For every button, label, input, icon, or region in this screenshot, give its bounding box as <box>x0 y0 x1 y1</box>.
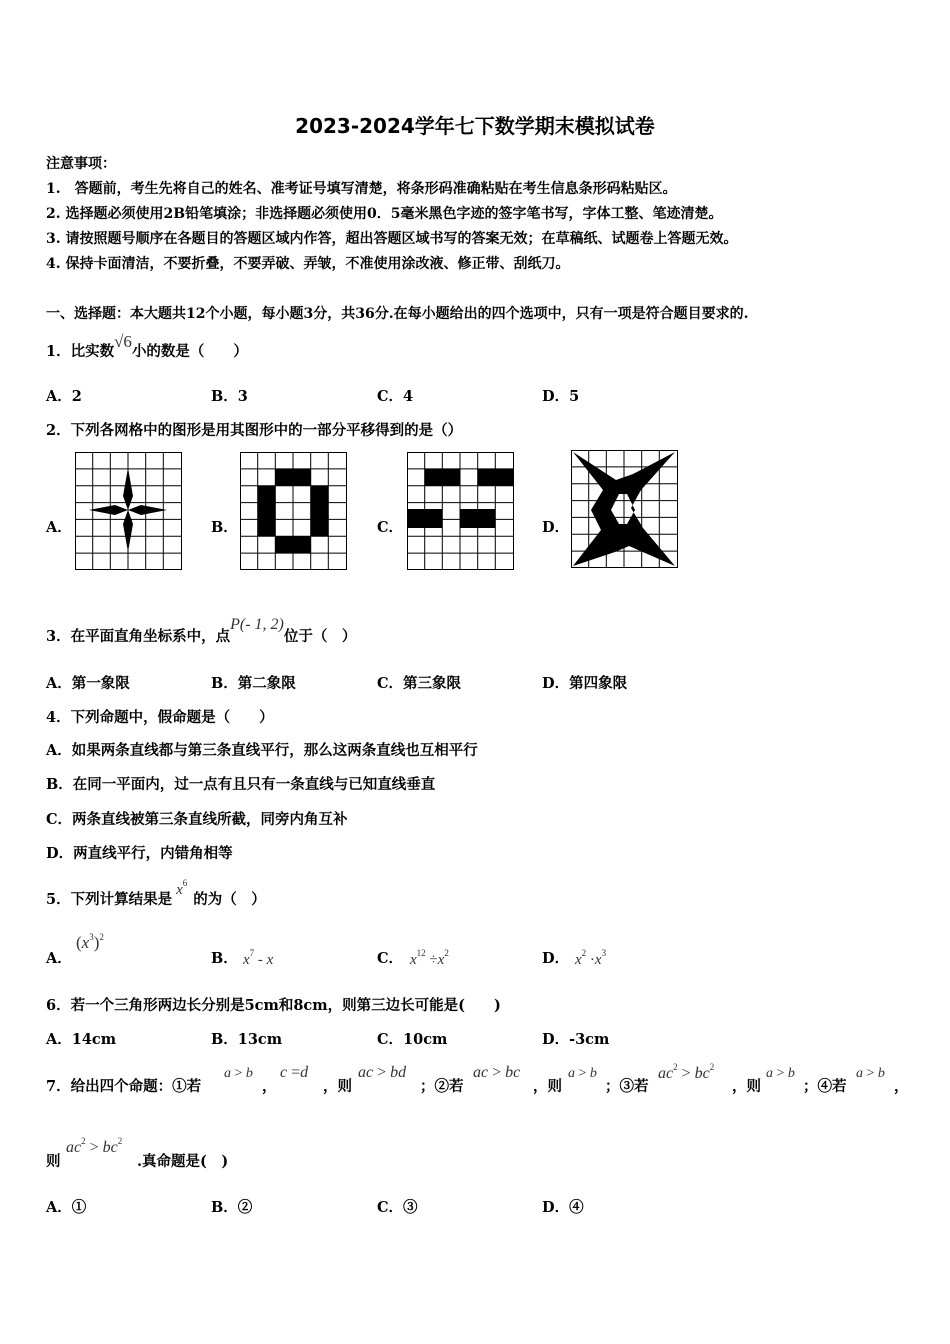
q7-then-4: 则 <box>46 1153 61 1170</box>
question-1 <box>46 332 248 361</box>
question-7-line-1: 7．给出四个命题：①若 <box>46 1078 202 1095</box>
q5-label-a: A． <box>46 950 72 967</box>
q5-option-a-math: $(x^3)^2$ <box>76 932 104 952</box>
q2-label-b: B． <box>211 519 238 536</box>
q5-option-b-math: $x^7$ - x <box>243 948 274 968</box>
q7-option-d: D．④ <box>542 1199 584 1216</box>
question-3-post: 位于（ ） <box>283 628 357 645</box>
q7-then-3: ，则 <box>732 1078 761 1095</box>
grid-figure-c <box>407 452 514 570</box>
q3-option-b: B．第二象限 <box>211 675 296 692</box>
question-5 <box>46 878 266 909</box>
q7-item-3: ；③若 <box>605 1078 649 1095</box>
q7-option-a: A．① <box>46 1199 87 1216</box>
q7-math-ac-gt-bc: ac > bc <box>473 1064 521 1081</box>
page-title: 2023-2024学年七下数学期末模拟试卷 <box>295 114 655 138</box>
q5-label-d: D． <box>542 950 570 967</box>
q7-then-2: ，则 <box>533 1078 562 1095</box>
question-1-post: 小的数是（ ） <box>131 343 248 360</box>
q6-option-b: B．13cm <box>211 1031 283 1048</box>
q7-math-a-gt-b-3: a > b <box>766 1066 795 1081</box>
q4-option-d: D．两直线平行，内错角相等 <box>46 845 233 862</box>
q2-label-a: A． <box>46 519 72 536</box>
q7-question-end: .真命题是( ) <box>137 1153 229 1170</box>
note-item: 2. 选择题必须使用2B铅笔填涂；非选择题必须使用0．5毫米黑色字迹的签字笔书写，字体工整、笔迹清楚。 <box>46 206 723 222</box>
q7-then-1: ，则 <box>323 1078 352 1095</box>
question-5-post: 的为（ ） <box>193 891 266 908</box>
q5-option-d-math: $x^2 \cdot x^3$ <box>575 948 607 968</box>
section-heading: 一、选择题：本大题共12个小题，每小题3分，共36分.在每小题给出的四个选项中，只有一项是符合题目要求的. <box>46 306 749 322</box>
q5-label-c: C． <box>377 950 404 967</box>
q5-label-b: B． <box>211 950 238 967</box>
q7-comma-end: ， <box>894 1078 909 1095</box>
q7-option-b: B．② <box>211 1199 253 1216</box>
note-item: 3. 请按照题号顺序在各题目的答题区域内作答，超出答题区域书写的答案无效；在草稿纸、试题卷上答题无效。 <box>46 231 738 247</box>
question-1-pre: 1．比实数 <box>46 343 115 360</box>
grid-figure-b <box>240 452 347 570</box>
q3-option-d: D．第四象限 <box>542 675 628 692</box>
q5-option-c-math: $x^{12} \div x^2$ <box>410 948 449 968</box>
question-2: 2．下列各网格中的图形是用其图形中的一部分平移得到的是（） <box>46 422 463 439</box>
q7-option-c: C．③ <box>377 1199 418 1216</box>
point-p-math: P(- 1, 2) <box>230 616 284 633</box>
q1-option-d: D．5 <box>542 388 580 405</box>
q4-option-c: C．两条直线被第三条直线所截，同旁内角互补 <box>46 811 348 828</box>
q1-option-b: B．3 <box>211 388 248 405</box>
q6-option-a: A．14cm <box>46 1031 117 1048</box>
q2-label-c: C． <box>377 519 404 536</box>
q7-math-a-gt-b: a > b <box>224 1066 253 1081</box>
q7-item-2: ；②若 <box>420 1078 464 1095</box>
q7-math-ac-gt-bd: ac > bd <box>358 1064 407 1081</box>
q4-option-a: A．如果两条直线都与第三条直线平行，那么这两条直线也互相平行 <box>46 742 478 759</box>
q7-math-ac2-gt-bc2: $ac^2 > bc^2$ <box>658 1062 715 1082</box>
q7-comma: ， <box>262 1078 277 1095</box>
note-item: 4. 保持卡面清洁，不要折叠，不要弄破、弄皱，不准使用涂改液、修正带、刮纸刀。 <box>46 256 570 272</box>
q6-option-d: D．-3cm <box>542 1031 610 1048</box>
note-item: 1. 答题前，考生先将自己的姓名、准考证号填写清楚，将条形码准确粘贴在考生信息条形码粘贴区。 <box>46 181 677 197</box>
q1-option-a: A．2 <box>46 388 82 405</box>
q7-math-ac2-gt-bc2-2: $ac^2 > bc^2$ <box>66 1136 123 1156</box>
q2-label-d: D． <box>542 519 570 536</box>
question-3-pre: 3．在平面直角坐标系中，点 <box>46 628 231 645</box>
q7-item-4: ；④若 <box>803 1078 847 1095</box>
grid-figure-d <box>571 450 678 568</box>
question-4: 4．下列命题中，假命题是（ ） <box>46 709 274 726</box>
q1-option-c: C．4 <box>377 388 414 405</box>
notes-heading: 注意事项： <box>46 156 116 172</box>
q7-math-a-gt-b-2: a > b <box>568 1066 597 1081</box>
question-5-pre: 5．下列计算结果是 <box>46 891 173 908</box>
question-6: 6．若一个三角形两边长分别是5cm和8cm，则第三边长可能是( ) <box>46 997 501 1014</box>
q7-math-c-eq-d: c =d <box>280 1064 309 1081</box>
q6-option-c: C．10cm <box>377 1031 448 1048</box>
grid-figure-a <box>75 452 182 570</box>
x6-math: $x^6$ <box>176 878 188 898</box>
q3-option-a: A．第一象限 <box>46 675 130 692</box>
q3-option-c: C．第三象限 <box>377 675 462 692</box>
question-3 <box>46 616 357 646</box>
q7-math-a-gt-b-4: a > b <box>856 1066 885 1081</box>
sqrt6-math: √6 <box>114 332 132 351</box>
q4-option-b: B．在同一平面内，过一点有且只有一条直线与已知直线垂直 <box>46 776 436 793</box>
